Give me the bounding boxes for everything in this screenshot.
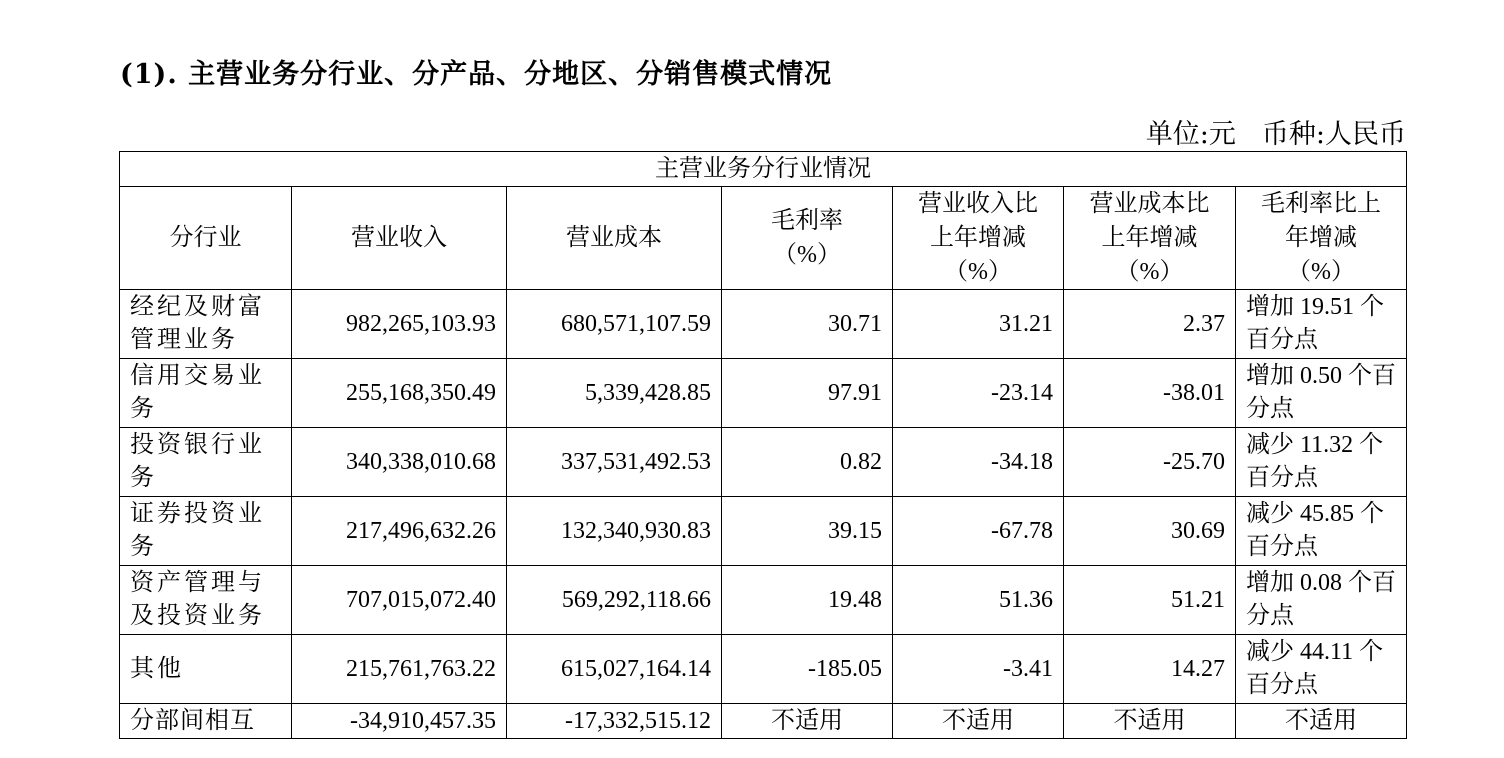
table-row: [120, 359, 1407, 428]
revenue-cell: 340,338,010.68: [292, 428, 507, 497]
header-margin: 毛利率 （%）: [722, 187, 893, 290]
header-revenue-change: 营业收入比 上年增减 （%）: [893, 187, 1064, 290]
cost-change-cell: 14.27: [1064, 635, 1236, 704]
header-segment: 分行业: [120, 187, 292, 290]
cost-cell: -17,332,515.12: [507, 704, 722, 739]
revenue-cell: 215,761,763.22: [292, 635, 507, 704]
segment-name: 分部间相互: [120, 704, 292, 739]
revenue-change-cell: -3.41: [893, 635, 1064, 704]
cost-change-cell: 51.21: [1064, 566, 1236, 635]
revenue-change-cell: 31.21: [893, 290, 1064, 359]
segment-name: 经纪及财富管理业务: [120, 290, 292, 359]
margin-cell: 0.82: [722, 428, 893, 497]
section-heading: (1). 主营业务分行业、分产品、分地区、分销售模式情况: [120, 59, 833, 90]
margin-change-cell: 减少 11.32 个百分点: [1236, 428, 1407, 497]
cost-change-cell: 不适用: [1064, 704, 1236, 739]
cost-cell: 337,531,492.53: [507, 428, 722, 497]
unit-label: 单位:元: [1145, 119, 1236, 150]
table-row: [120, 428, 1407, 497]
cost-change-cell: 30.69: [1064, 497, 1236, 566]
segment-revenue-table: [119, 151, 1407, 739]
margin-change-cell: 减少 45.85 个百分点: [1236, 497, 1407, 566]
revenue-cell: 982,265,103.93: [292, 290, 507, 359]
table-row: [120, 290, 1407, 359]
currency-label: 币种:人民币: [1261, 119, 1406, 150]
cost-change-cell: -38.01: [1064, 359, 1236, 428]
cost-change-cell: -25.70: [1064, 428, 1236, 497]
revenue-change-cell: 51.36: [893, 566, 1064, 635]
segment-name: 证券投资业务: [120, 497, 292, 566]
revenue-change-cell: -34.18: [893, 428, 1064, 497]
table-header-row: [120, 187, 1407, 290]
header-cost: 营业成本: [507, 187, 722, 290]
margin-change-cell: 不适用: [1236, 704, 1407, 739]
margin-cell: 19.48: [722, 566, 893, 635]
table-row: [120, 497, 1407, 566]
header-cost-change: 营业成本比 上年增减 （%）: [1064, 187, 1236, 290]
revenue-cell: 217,496,632.26: [292, 497, 507, 566]
revenue-change-cell: 不适用: [893, 704, 1064, 739]
revenue-change-cell: -23.14: [893, 359, 1064, 428]
margin-cell: 不适用: [722, 704, 893, 739]
table-row: [120, 704, 1407, 739]
segment-name: 投资银行业务: [120, 428, 292, 497]
cost-change-cell: 2.37: [1064, 290, 1236, 359]
table-row: [120, 635, 1407, 704]
cost-cell: 132,340,930.83: [507, 497, 722, 566]
margin-change-cell: 减少 44.11 个百分点: [1236, 635, 1407, 704]
segment-name: 其他: [120, 635, 292, 704]
revenue-cell: 255,168,350.49: [292, 359, 507, 428]
margin-cell: 97.91: [722, 359, 893, 428]
cost-cell: 615,027,164.14: [507, 635, 722, 704]
revenue-change-cell: -67.78: [893, 497, 1064, 566]
cost-cell: 5,339,428.85: [507, 359, 722, 428]
margin-change-cell: 增加 0.08 个百分点: [1236, 566, 1407, 635]
margin-change-cell: 增加 0.50 个百分点: [1236, 359, 1407, 428]
header-margin-change: 毛利率比上 年增减 （%）: [1236, 187, 1407, 290]
margin-cell: 30.71: [722, 290, 893, 359]
revenue-cell: -34,910,457.35: [292, 704, 507, 739]
segment-name: 资产管理与及投资业务: [120, 566, 292, 635]
margin-change-cell: 增加 19.51 个百分点: [1236, 290, 1407, 359]
cost-cell: 569,292,118.66: [507, 566, 722, 635]
cost-cell: 680,571,107.59: [507, 290, 722, 359]
segment-name: 信用交易业务: [120, 359, 292, 428]
margin-cell: 39.15: [722, 497, 893, 566]
unit-currency-line: [1146, 112, 1406, 151]
table-caption: 主营业务分行业情况: [120, 152, 1407, 187]
margin-cell: -185.05: [722, 635, 893, 704]
table-row: [120, 566, 1407, 635]
revenue-cell: 707,015,072.40: [292, 566, 507, 635]
header-revenue: 营业收入: [292, 187, 507, 290]
